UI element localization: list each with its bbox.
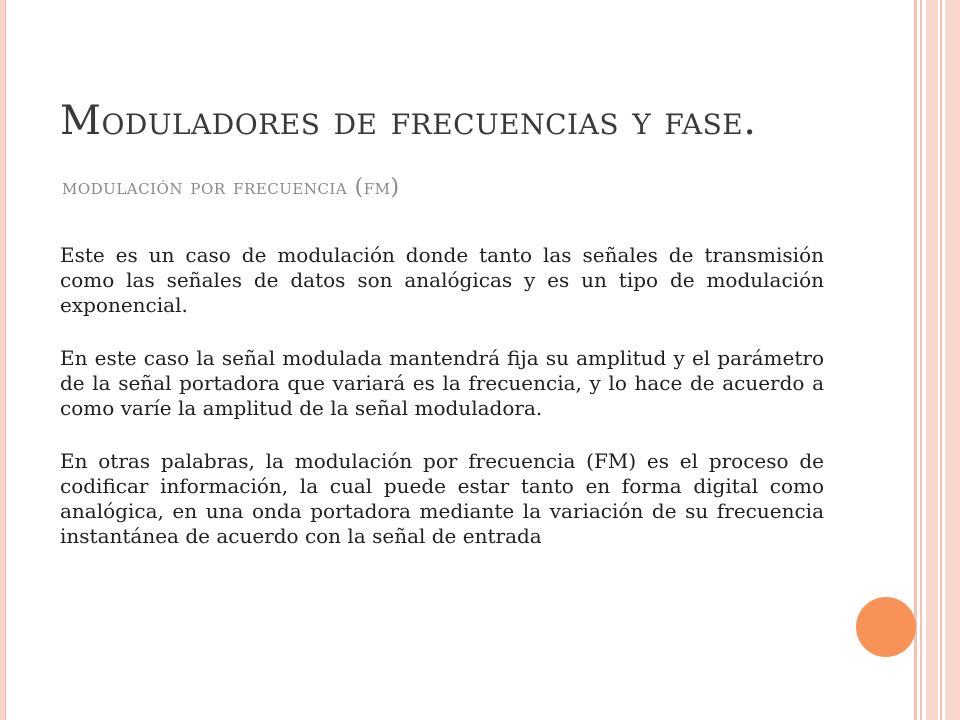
left-border-decoration bbox=[0, 0, 6, 720]
stripe bbox=[945, 0, 960, 720]
accent-circle-decoration bbox=[856, 597, 916, 657]
body-paragraph-2: En este caso la señal modulada mantendrá fija su amplitud y el parámetro de la señal portadora que variará es la frecuencia, y lo hace de acuerdo a como varíe la amplitud de la señal moduladora. bbox=[60, 346, 824, 420]
body-paragraph-1: Este es un caso de modulación donde tanto las señales de transmisión como las señales de datos son analógicas y es un tipo de modulación exponencial. bbox=[60, 243, 824, 317]
stripe bbox=[920, 0, 922, 720]
stripe bbox=[914, 0, 917, 720]
body-paragraph-3: En otras palabras, la modulación por frecuencia (FM) es el proceso de codificar información, la cual puede estar tanto en forma digital como analógica, en una onda portadora mediante la variación de su frecuencia instantánea de acuerdo con la señal de entrada bbox=[60, 449, 824, 548]
right-stripes-decoration bbox=[914, 0, 960, 720]
stripe bbox=[926, 0, 938, 720]
slide-subtitle: modulación por frecuencia (fm) bbox=[62, 175, 400, 200]
stripe bbox=[940, 0, 942, 720]
slide-title: Moduladores de frecuencias y fase. bbox=[60, 98, 757, 144]
slide-body bbox=[60, 243, 824, 549]
